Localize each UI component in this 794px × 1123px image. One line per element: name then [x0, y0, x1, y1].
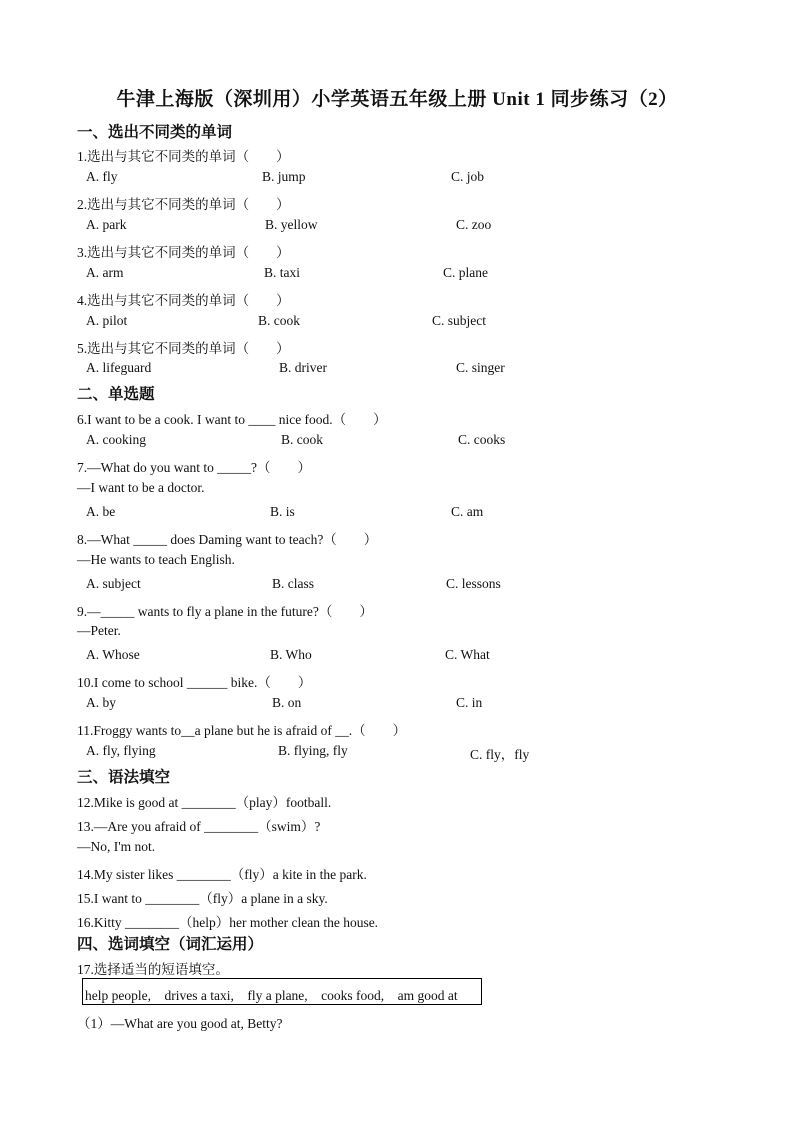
question-5: 5.选出与其它不同类的单词（ ） — [77, 341, 290, 356]
option-1b: B. jump — [262, 169, 306, 184]
question-1: 1.选出与其它不同类的单词（ ） — [77, 149, 290, 164]
option-10c: C. in — [456, 695, 483, 710]
question-10: 10.I come to school ______ bike.（ ） — [77, 675, 312, 690]
option-11a: A. fly, flying — [86, 743, 156, 758]
option-8c: C. lessons — [446, 576, 501, 591]
option-3b: B. taxi — [264, 265, 300, 280]
option-5b: B. driver — [279, 360, 327, 375]
option-4c: C. subject — [432, 313, 486, 328]
option-2c: C. zoo — [456, 217, 492, 232]
question-13: 13.—Are you afraid of ________（swim）? — [77, 819, 321, 834]
option-3c: C. plane — [443, 265, 488, 280]
question-3: 3.选出与其它不同类的单词（ ） — [77, 245, 290, 260]
option-10a: A. by — [86, 695, 116, 710]
option-2a: A. park — [86, 217, 127, 232]
option-7b: B. is — [270, 504, 295, 519]
option-9b: B. Who — [270, 647, 312, 662]
option-4b: B. cook — [258, 313, 300, 328]
section-heading-3: 三、语法填空 — [77, 769, 171, 786]
option-2b: B. yellow — [265, 217, 318, 232]
option-1c: C. job — [451, 169, 485, 184]
option-7a: A. be — [86, 504, 116, 519]
word-bank-text: help people, drives a taxi, fly a plane, cooks food, am good at — [85, 988, 458, 1003]
question-7: 7.—What do you want to _____?（ ） — [77, 460, 311, 475]
question-14: 14.My sister likes ________（fly）a kite in the park. — [77, 867, 367, 882]
question-17-part-1: （1）—What are you good at, Betty? — [77, 1016, 283, 1031]
question-16: 16.Kitty ________（help）her mother clean the house. — [77, 915, 379, 930]
question-8: 8.—What _____ does Daming want to teach?（ ） — [77, 532, 378, 547]
question-9: 9.—_____ wants to fly a plane in the future?（ ） — [77, 604, 373, 619]
section-heading-2: 二、单选题 — [77, 386, 155, 403]
page-title: 牛津上海版（深圳用）小学英语五年级上册 Unit 1 同步练习（2） — [116, 89, 678, 110]
option-7c: C. am — [451, 504, 484, 519]
question-7-dialogue: —I want to be a doctor. — [77, 480, 205, 495]
option-9c: C. What — [445, 647, 490, 662]
question-17: 17.选择适当的短语填空。 — [77, 962, 229, 977]
option-5a: A. lifeguard — [86, 360, 152, 375]
question-11: 11.Froggy wants to__a plane but he is afraid of __.（ ） — [77, 723, 407, 738]
question-8-dialogue: —He wants to teach English. — [77, 552, 235, 567]
option-8a: A. subject — [86, 576, 141, 591]
question-2: 2.选出与其它不同类的单词（ ） — [77, 197, 290, 212]
option-4a: A. pilot — [86, 313, 128, 328]
question-15: 15.I want to ________（fly）a plane in a sky. — [77, 891, 328, 906]
section-heading-4: 四、选词填空（词汇运用） — [77, 936, 264, 953]
section-heading-1: 一、选出不同类的单词 — [77, 124, 233, 141]
option-10b: B. on — [272, 695, 302, 710]
option-6c: C. cooks — [458, 432, 506, 447]
option-11c: C. fly，fly — [470, 747, 530, 762]
option-3a: A. arm — [86, 265, 124, 280]
question-12: 12.Mike is good at ________（play）football. — [77, 795, 332, 810]
option-11b: B. flying, fly — [278, 743, 348, 758]
option-5c: C. singer — [456, 360, 505, 375]
question-4: 4.选出与其它不同类的单词（ ） — [77, 293, 290, 308]
option-6b: B. cook — [281, 432, 323, 447]
question-9-dialogue: —Peter. — [77, 623, 121, 638]
question-6: 6.I want to be a cook. I want to ____ nice food.（ ） — [77, 412, 387, 427]
option-6a: A. cooking — [86, 432, 146, 447]
option-1a: A. fly — [86, 169, 118, 184]
word-bank-box — [82, 978, 482, 1005]
option-8b: B. class — [272, 576, 314, 591]
question-13-dialogue: —No, I'm not. — [77, 839, 156, 854]
option-9a: A. Whose — [86, 647, 140, 662]
